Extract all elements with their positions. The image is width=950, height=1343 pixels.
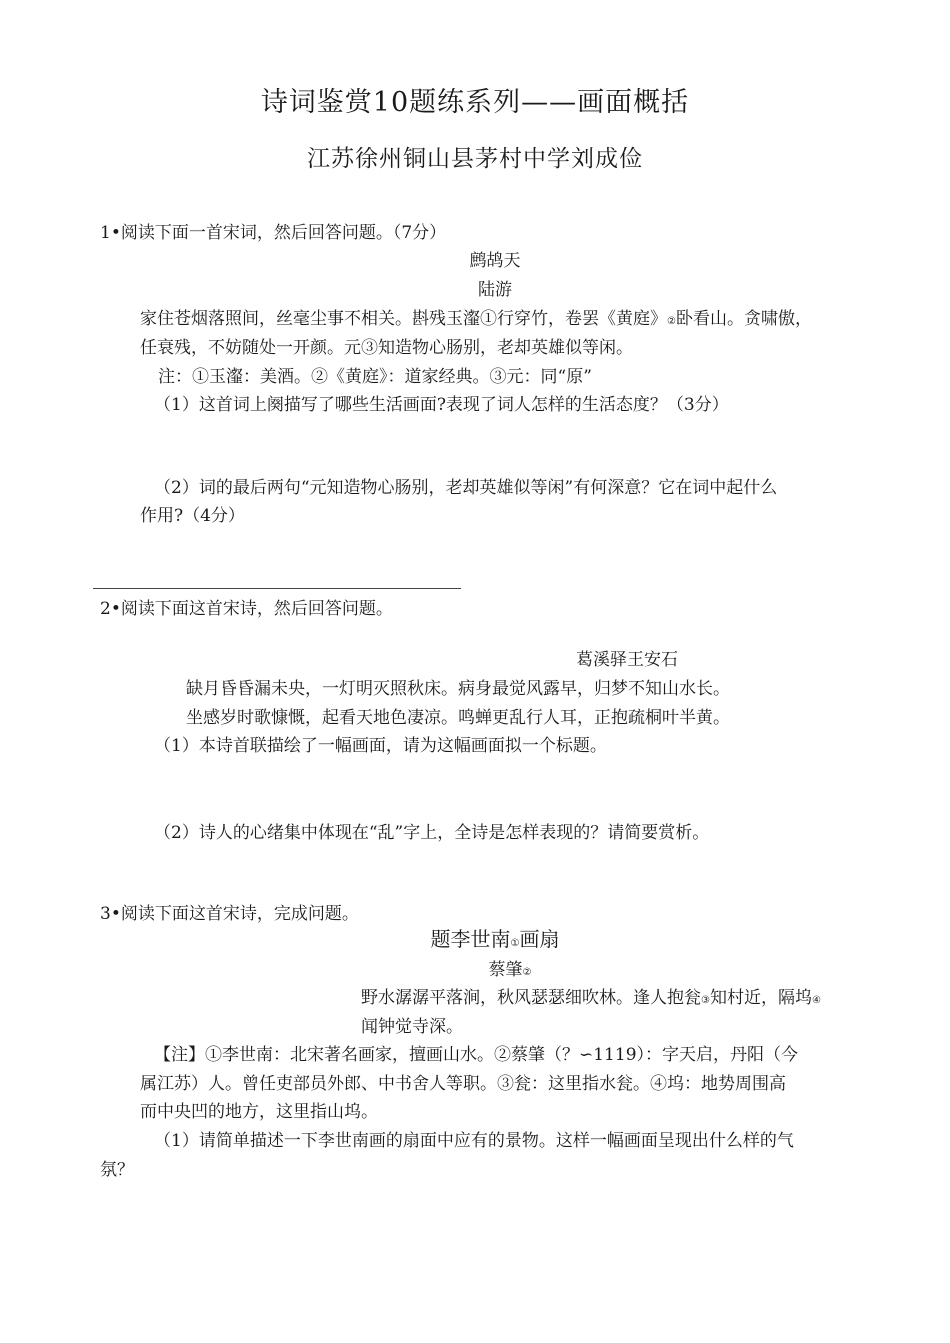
q3-poet bbox=[0, 955, 950, 980]
q3-note-line-3: 而中央凹的地方，这里指山坞。 bbox=[140, 1102, 378, 1122]
q2-poem-line-1: 缺月昏昏漏未央，一灯明灭照秋床。病身最觉风露早，归梦不知山水长。 bbox=[186, 679, 730, 699]
q1-line1-tail: 卧看山。贪啸傲， bbox=[675, 309, 812, 329]
q3-poem-title-mark: ① bbox=[510, 938, 520, 949]
q3-poet-mark: ② bbox=[522, 967, 532, 978]
q2-sub-question-2: （2）诗人的心绪集中体现在“乱”字上，全诗是怎样表现的？请简要赏析。 bbox=[154, 823, 710, 843]
q3-line1-b: 知村近，隔坞 bbox=[709, 988, 812, 1008]
q3-line1-mark3: ③ bbox=[701, 995, 710, 1006]
q3-poem-title bbox=[0, 923, 950, 952]
q1-header: 1•阅读下面一首宋词，然后回答问题。（7分） bbox=[100, 223, 447, 243]
q1-line1-mark: ② bbox=[667, 316, 676, 327]
q1-sub-question-2-cont: 作用?（4分） bbox=[140, 506, 245, 526]
author-line: 江苏徐州铜山县茅村中学刘成俭 bbox=[307, 146, 643, 172]
q2-sub-question-1: （1）本诗首联描绘了一幅画面，请为这幅画面拟一个标题。 bbox=[154, 736, 607, 756]
q1-poem-line-2: 任衰残，不妨随处一开颜。元③知造物心肠别，老却英雄似等闲。 bbox=[140, 338, 633, 358]
q1-sub-question-2: （2）词的最后两句“元知造物心肠别，老却英雄似等闲”有何深意？它在词中起什么 bbox=[154, 478, 778, 498]
q3-poem-line-1 bbox=[361, 983, 821, 1008]
q1-sub-question-1: （1）这首词上阕描写了哪些生活画面?表现了词人怎样的生活态度？（3分） bbox=[154, 395, 729, 415]
q2-poem-title: 葛溪驿王安石 bbox=[576, 650, 678, 670]
q3-header: 3•阅读下面这首宋诗，完成问题。 bbox=[100, 904, 359, 924]
q3-sub-question-1: （1）请简单描述一下李世南画的扇面中应有的景物。这样一幅画面呈现出什么样的气 bbox=[154, 1131, 794, 1151]
q1-poem-line-1 bbox=[140, 304, 812, 329]
q1-poem-title: 鹧鸪天 bbox=[469, 251, 521, 271]
page-title: 诗词鉴赏10题练系列——画面概括 bbox=[260, 87, 690, 118]
q3-note-line-1: 【注】①李世南：北宋著名画家，擅画山水。②蔡肇（？∽1119）：字天启，丹阳（今 bbox=[154, 1045, 799, 1065]
q3-poet-text: 蔡肇 bbox=[488, 960, 523, 980]
q3-poem-title-text: 题李世南 bbox=[430, 927, 511, 951]
q1-poet: 陆游 bbox=[478, 280, 512, 300]
q2-poem-line-2: 坐感岁时歌慷慨，起看天地色凄凉。鸣蝉更乱行人耳，正抱疏桐叶半黄。 bbox=[186, 708, 730, 728]
q3-sub-question-1-cont: 氛？ bbox=[100, 1160, 134, 1180]
section-divider bbox=[93, 588, 461, 589]
q2-header: 2•阅读下面这首宋诗，然后回答问题。 bbox=[100, 599, 393, 619]
q3-line1-mark4: ④ bbox=[811, 995, 821, 1006]
q3-line1-a: 野水潺潺平落涧，秋风瑟瑟细吹林。逢人抱瓮 bbox=[361, 988, 701, 1008]
q1-note: 注：①玉瀣：美酒。②《黄庭》：道家经典。③元：同“原” bbox=[158, 367, 592, 387]
q3-note-line-2: 属江苏）人。曾任吏部员外郎、中书舍人等职。③瓮：这里指水瓮。④坞：地势周围高 bbox=[140, 1074, 786, 1094]
q1-line1-text: 家住苍烟落照间，丝毫尘事不相关。斟残玉瀣①行穿竹，卷罢《黄庭》 bbox=[140, 309, 667, 329]
q3-poem-title-tail: 画扇 bbox=[519, 927, 560, 951]
q3-poem-line-2: 闻钟觉寺深。 bbox=[361, 1017, 463, 1037]
